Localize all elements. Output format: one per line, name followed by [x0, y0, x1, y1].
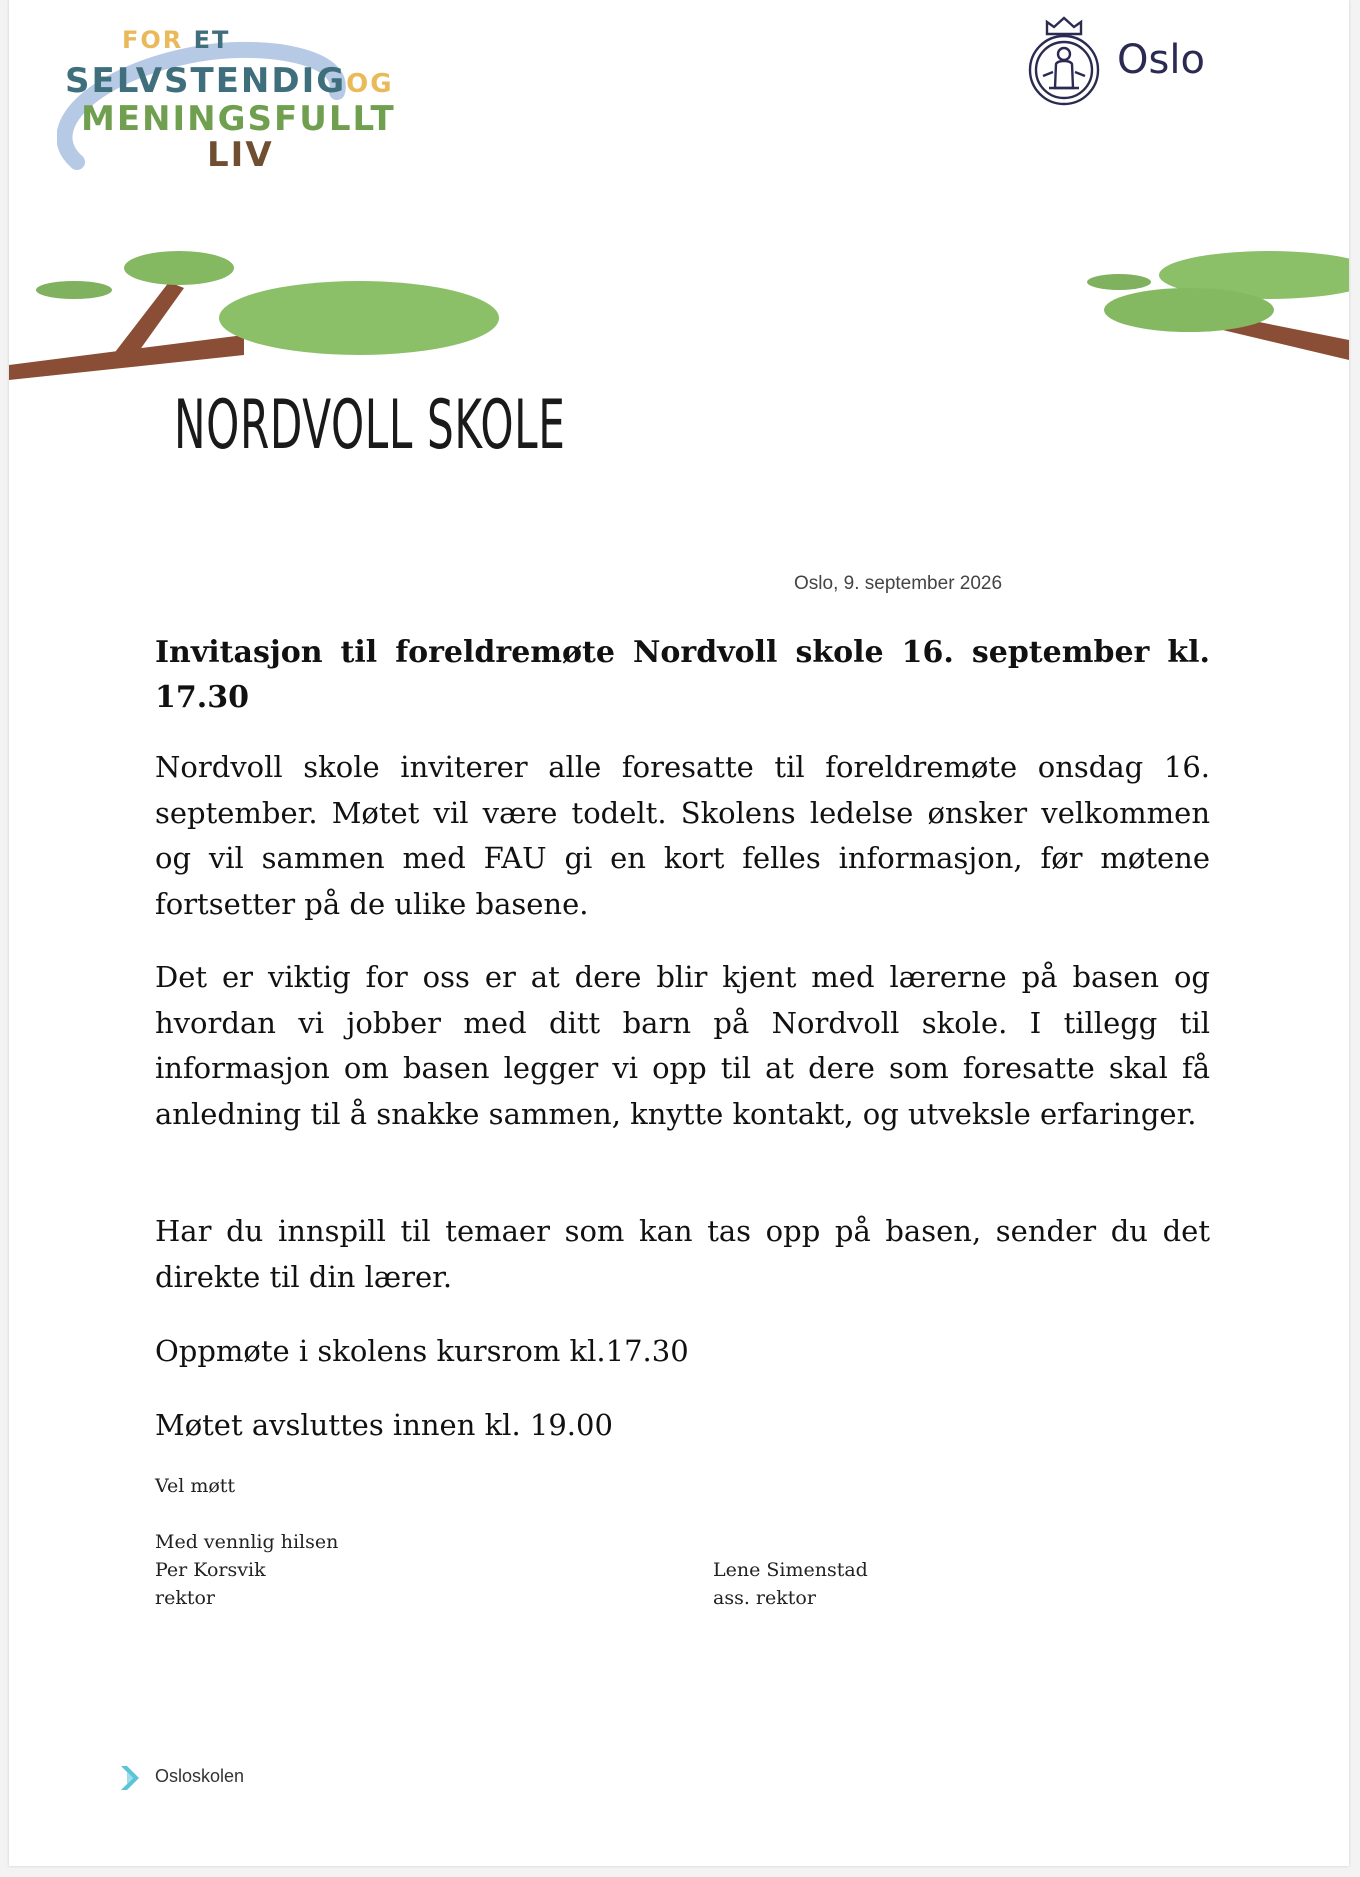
- logo-word-et: ET: [193, 26, 231, 54]
- closing-greeting: Med vennlig hilsen: [155, 1531, 339, 1553]
- signer-1-title: rektor: [155, 1587, 215, 1609]
- letter-heading: Invitasjon til foreldremøte Nordvoll skole 16. september kl. 17.30: [155, 635, 1210, 715]
- paragraph-input: Har du innspill til temaer som kan tas opp på basen, sender du det direkte til din lærer.: [155, 1214, 1210, 1294]
- letter-date: Oslo, 9. september 2026: [794, 573, 1003, 594]
- signer-1-name: Per Korsvik: [155, 1559, 266, 1581]
- footer-osloskolen: Osloskolen: [155, 1766, 245, 1786]
- logo-word-selvstendig: SELVSTENDIG: [65, 61, 347, 101]
- oslo-seal-icon: [1023, 14, 1105, 108]
- logo-word-meningsfullt: MENINGSFULLT: [81, 99, 396, 139]
- logo-word-for: FOR: [122, 26, 184, 54]
- signer-2-name: Lene Simenstad: [713, 1559, 868, 1581]
- oslo-wordmark: Oslo: [1117, 37, 1205, 83]
- closing-welcome: Vel møtt: [155, 1475, 236, 1497]
- tree-branch-right-image: [1069, 240, 1349, 360]
- paragraph-intro: Nordvoll skole inviterer alle foresatte til foreldremøte onsdag 16. september. Møtet vil være todelt. Skolens ledelse ønsker velkommen og vil sammen med FAU gi en kort felles informasjon, før møtene fortsetter på de ulike basene.: [155, 750, 1210, 921]
- osloskolen-icon: [119, 1764, 145, 1792]
- signer-2-title: ass. rektor: [713, 1587, 816, 1609]
- letter-page: [9, 0, 1349, 1866]
- logo-word-liv: LIV: [207, 135, 274, 175]
- school-name-heading: NORDVOLL SKOLE: [174, 386, 566, 465]
- slogan-logo: [47, 22, 396, 182]
- signature-block-left: [155, 1528, 338, 1612]
- logo-word-og: OG: [346, 69, 394, 99]
- logo-line-1: [122, 28, 230, 52]
- paragraph-purpose: Det er viktig for oss er at dere blir kjent med lærerne på basen og hvordan vi jobber med ditt barn på Nordvoll skole. I tillegg til informasjon om basen legger vi opp til at dere som foresatte skal få anledning til å snakke sammen, knytte kontakt, og utveksle erfaringer.: [155, 960, 1210, 1131]
- paragraph-meeting-end: Møtet avsluttes innen kl. 19.00: [155, 1408, 613, 1442]
- paragraph-meeting-start: Oppmøte i skolens kursrom kl.17.30: [155, 1334, 689, 1368]
- tree-branch-left-image: [9, 240, 529, 390]
- logo-line-2: [65, 61, 394, 101]
- signature-block-right: [713, 1556, 868, 1612]
